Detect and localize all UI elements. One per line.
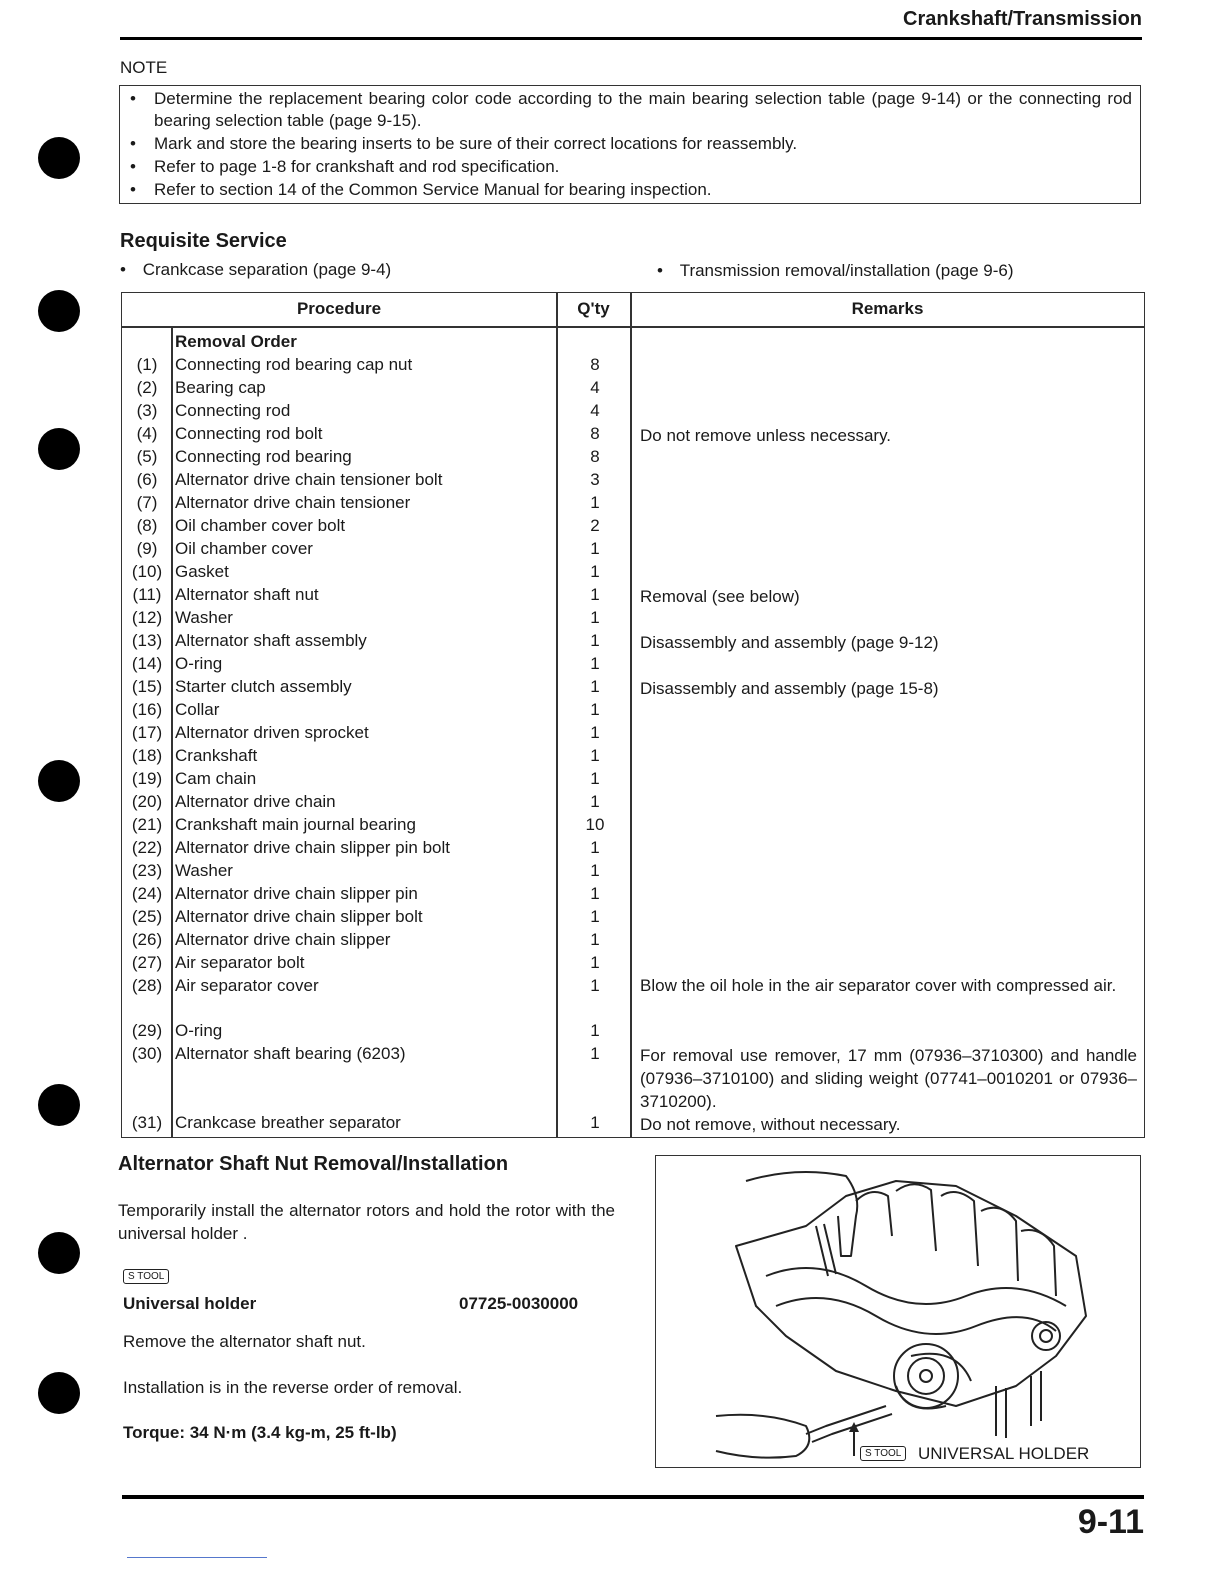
bullet: • [130,134,136,153]
item-number: (28) [131,976,163,995]
item-number: (3) [136,401,158,420]
note-item [130,88,1132,132]
binder-hole [38,760,80,802]
table-row [122,700,1142,723]
requisite-item [657,261,1014,281]
item-number: (31) [131,1113,163,1132]
item-name: Alternator shaft bearing (6203) [175,1044,406,1063]
bottom-line [127,1557,267,1558]
binder-hole [38,1372,80,1414]
item-quantity: 10 [585,815,605,834]
item-name: Connecting rod bearing [175,447,352,466]
item-remarks: Do not remove, without necessary. [640,1115,901,1134]
item-quantity: 1 [590,838,600,857]
item-quantity: 1 [590,1021,600,1040]
table-row [122,608,1142,631]
item-number: (15) [131,677,163,696]
item-name: Crankcase breather separator [175,1113,401,1132]
special-tool-icon [123,1266,169,1284]
table-row [122,1113,1142,1136]
table-row [122,976,1142,999]
item-quantity: 1 [590,585,600,604]
binder-hole [38,428,80,470]
item-number: (18) [131,746,163,765]
table-row [122,355,1142,378]
item-number: (27) [131,953,163,972]
item-name: O-ring [175,1021,223,1040]
table-row [122,585,1142,608]
binder-hole [38,1232,80,1274]
item-name: Alternator drive chain slipper [175,930,391,949]
item-quantity: 1 [590,723,600,742]
table-row [122,1044,1142,1111]
item-number: (17) [131,723,163,742]
table-row [122,723,1142,746]
item-number: (1) [136,355,158,374]
item-name: Washer [175,608,233,627]
table-row [122,861,1142,884]
tool-number: 07725-0030000 [459,1294,579,1313]
item-remarks: Do not remove unless necessary. [640,426,892,445]
item-quantity: 1 [590,539,600,558]
table-row [122,378,1142,401]
note-label: NOTE [120,58,168,77]
item-number: (2) [136,378,158,397]
item-quantity: 1 [590,1113,600,1132]
item-quantity: 8 [590,424,600,443]
table-row [122,746,1142,769]
table-row [122,815,1142,838]
item-number: (6) [136,470,158,489]
item-name: Starter clutch assembly [175,677,352,696]
item-number: (13) [131,631,163,650]
item-quantity: 1 [590,907,600,926]
table-row [122,884,1142,907]
bullet: • [657,261,663,280]
table-row [122,470,1142,493]
item-name: Crankshaft [175,746,258,765]
item-number: (10) [131,562,163,581]
item-quantity: 8 [590,355,600,374]
table-row [122,562,1142,585]
item-number: (26) [131,930,163,949]
table-row [122,401,1142,424]
item-name: Oil chamber cover [175,539,313,558]
item-name: O-ring [175,654,223,673]
step-text: Installation is in the reverse order of removal. [123,1378,463,1397]
note-item [130,133,1132,155]
item-name: Crankshaft main journal bearing [175,815,416,834]
table-row [122,493,1142,516]
item-quantity: 3 [590,470,600,489]
table-row [122,677,1142,700]
item-name: Connecting rod bolt [175,424,323,443]
item-name: Washer [175,861,233,880]
requisite-title: Requisite Service [120,230,287,252]
item-number: (23) [131,861,163,880]
bullet: • [130,180,136,199]
item-quantity: 4 [590,378,600,397]
table-row [122,539,1142,562]
item-number: (4) [136,424,158,443]
item-name: Gasket [175,562,229,581]
note-item-text: Determine the replacement bearing color code according to the main bearing selection table (page 9-14) or the connecting rod bearing selection table (page 9-15). [154,89,1132,130]
table-row [122,930,1142,953]
removal-order-title: Removal Order [175,332,297,351]
bullet: • [130,89,136,108]
item-number: (14) [131,654,163,673]
item-remarks: Removal (see below) [640,587,800,606]
item-quantity: 1 [590,677,600,696]
special-tool-icon-label: S TOOL [123,1269,169,1284]
item-name: Connecting rod [175,401,291,420]
item-name: Alternator drive chain slipper pin [175,884,418,903]
procedure-header: Procedure [296,299,382,318]
engine-illustration-icon [656,1156,1139,1466]
item-name: Alternator drive chain slipper pin bolt [175,838,450,857]
step-text: Remove the alternator shaft nut. [123,1332,366,1351]
special-tool-icon [860,1443,906,1461]
special-tool-icon-label: S TOOL [860,1446,906,1461]
header-rule [120,37,1142,40]
item-quantity: 8 [590,447,600,466]
item-name: Bearing cap [175,378,266,397]
item-name: Air separator bolt [175,953,305,972]
table-row [122,631,1142,654]
item-number: (11) [132,585,162,604]
item-number: (25) [131,907,163,926]
binder-hole [38,137,80,179]
item-quantity: 1 [590,654,600,673]
item-name: Oil chamber cover bolt [175,516,346,535]
binder-hole [38,1084,80,1126]
table-row [122,424,1142,447]
header-divider [122,326,1144,328]
item-quantity: 1 [590,493,600,512]
note-item-text: Mark and store the bearing inserts to be sure of their correct locations for reassembly. [154,134,798,153]
item-quantity: 1 [590,746,600,765]
item-quantity: 1 [590,976,600,995]
item-name: Alternator drive chain [175,792,336,811]
note-box [119,85,1141,204]
requisite-item-text: Transmission removal/installation (page 9-6) [679,261,1014,280]
item-number: (16) [131,700,163,719]
item-name: Air separator cover [175,976,319,995]
item-quantity: 1 [590,861,600,880]
table-row [122,447,1142,470]
item-remarks: Disassembly and assembly (page 9-12) [640,633,939,652]
binder-hole [38,290,80,332]
item-name: Alternator driven sprocket [175,723,369,742]
figure-label: UNIVERSAL HOLDER [918,1444,1090,1463]
page-header-title: Crankshaft/Transmission [903,8,1142,30]
item-number: (12) [131,608,163,627]
item-name: Alternator shaft nut [175,585,319,604]
item-number: (8) [136,516,158,535]
page-number: 9-11 [1077,1503,1144,1541]
item-number: (9) [136,539,158,558]
item-quantity: 1 [590,930,600,949]
table-row [122,838,1142,861]
procedure-table [121,292,1145,1138]
item-number: (30) [131,1044,163,1063]
item-number: (22) [131,838,163,857]
tool-name: Universal holder [123,1294,257,1313]
item-quantity: 4 [590,401,600,420]
table-row [122,792,1142,815]
item-name: Alternator shaft assembly [175,631,367,650]
requisite-item [120,260,391,280]
item-name: Connecting rod bearing cap nut [175,355,413,374]
item-number: (19) [131,769,163,788]
item-name: Alternator drive chain tensioner bolt [175,470,443,489]
item-number: (7) [136,493,158,512]
footer-rule [122,1495,1144,1499]
note-item-text: Refer to section 14 of the Common Service Manual for bearing inspection. [154,180,712,199]
universal-holder-illustration [655,1155,1141,1468]
note-item [130,179,1132,201]
item-quantity: 1 [590,608,600,627]
item-number: (5) [136,447,158,466]
item-quantity: 1 [590,700,600,719]
note-item-text: Refer to page 1-8 for crankshaft and rod specification. [154,157,560,176]
section-title: Alternator Shaft Nut Removal/Installation [118,1153,509,1175]
item-number: (20) [131,792,163,811]
table-row [122,769,1142,792]
bullet: • [120,260,126,279]
item-quantity: 1 [590,631,600,650]
item-quantity: 1 [590,884,600,903]
item-remarks: For removal use remover, 17 mm (07936–3710300) and handle (07936–3710100) and sliding weight (07741–0010201 or 07936–3710200). [640,1046,1137,1111]
item-quantity: 2 [590,516,600,535]
torque-spec: Torque: 34 N·m (3.4 kg-m, 25 ft-lb) [123,1423,397,1442]
item-quantity: 1 [590,769,600,788]
intro-paragraph: Temporarily install the alternator rotors and hold the rotor with the universal holder . [118,1201,615,1243]
item-name: Collar [175,700,220,719]
table-row [122,516,1142,539]
item-quantity: 1 [590,953,600,972]
item-quantity: 1 [590,792,600,811]
item-number: (29) [131,1021,163,1040]
item-quantity: 1 [590,562,600,581]
bullet: • [130,157,136,176]
requisite-item-text: Crankcase separation (page 9-4) [142,260,392,279]
remarks-header: Remarks [851,299,924,318]
item-name: Cam chain [175,769,257,788]
item-name: Alternator drive chain tensioner [175,493,411,512]
item-remarks: Blow the oil hole in the air separator cover with compressed air. [640,976,1117,995]
item-name: Alternator drive chain slipper bolt [175,907,423,926]
table-row [122,654,1142,677]
item-remarks: Disassembly and assembly (page 15-8) [640,679,939,698]
table-row [122,907,1142,930]
qty-header: Q'ty [577,299,610,318]
item-quantity: 1 [590,1044,600,1063]
item-number: (21) [131,815,163,834]
item-number: (24) [131,884,163,903]
note-item [130,156,1132,178]
table-row [122,1021,1142,1044]
